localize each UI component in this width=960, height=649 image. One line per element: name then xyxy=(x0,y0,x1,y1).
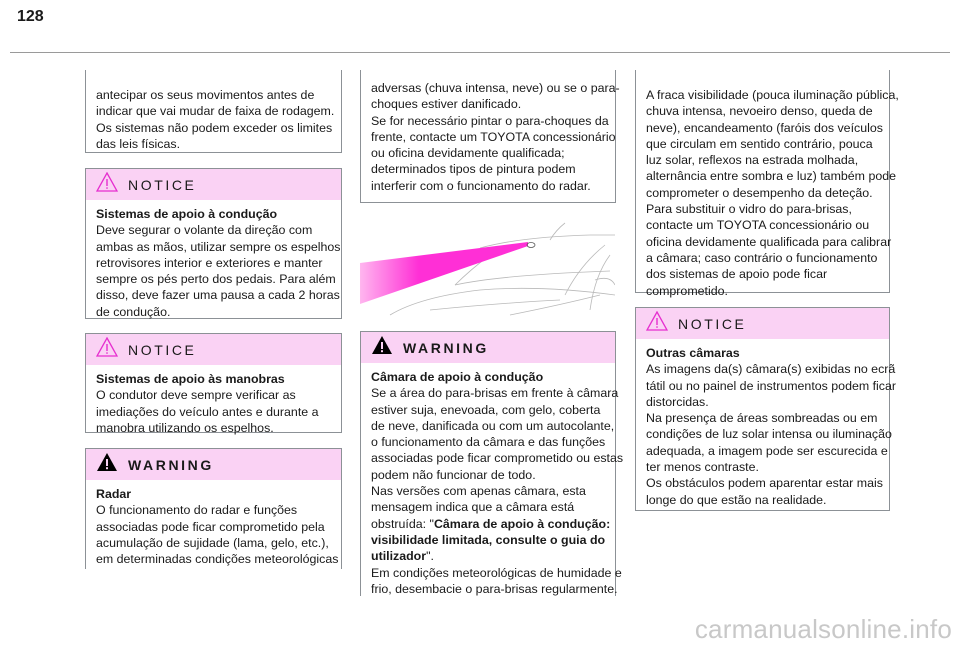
text-line xyxy=(646,475,889,491)
text-line xyxy=(96,420,341,436)
text-line xyxy=(646,103,889,119)
text-line xyxy=(646,459,889,475)
text-line xyxy=(371,499,615,515)
text-line xyxy=(646,234,892,250)
text-line xyxy=(371,178,615,194)
notice-triangle-icon xyxy=(646,311,668,336)
text-line xyxy=(646,217,889,233)
text-segment: ". xyxy=(426,549,434,564)
camera-icon xyxy=(527,243,535,248)
box-text xyxy=(636,70,899,299)
text-line xyxy=(371,450,624,466)
notice-triangle-icon xyxy=(96,337,118,362)
text-segment: oficina devidamente qualificada para calibrar xyxy=(646,234,892,249)
text-line xyxy=(96,486,341,502)
text-segment: neve), encandeamento (faróis dos veículos xyxy=(646,120,883,135)
bold-text: Câmara de apoio à condução xyxy=(371,370,544,384)
text-segment: acumulação de sujidade (lama, gelo, etc.), xyxy=(96,535,329,550)
text-line xyxy=(96,551,341,567)
text-line xyxy=(96,255,341,271)
text-line xyxy=(371,369,615,385)
text-line xyxy=(371,532,615,548)
text-line xyxy=(371,145,615,161)
text-line xyxy=(646,410,889,426)
text-line xyxy=(646,185,889,201)
text-segment: adversas (chuva intensa, neve) ou se o para- xyxy=(371,81,620,95)
text-segment: das leis físicas. xyxy=(96,136,181,151)
notice-box-parking-assist xyxy=(85,333,342,433)
text-line xyxy=(371,161,615,177)
windscreen-camera-illustration xyxy=(360,215,615,320)
notice-label: NOTICE xyxy=(128,176,197,193)
text-line xyxy=(96,136,341,152)
text-segment: As imagens da(s) câmara(s) exibidas no ecrã xyxy=(646,362,896,377)
watermark: carmanualsonline.info xyxy=(694,614,952,644)
text-segment: sempre os pés perto dos pedais. Para além xyxy=(96,272,336,287)
text-line xyxy=(646,168,897,184)
text-segment: O condutor deve sempre verificar as xyxy=(96,388,296,403)
text-line xyxy=(96,206,341,222)
warning-box-radar xyxy=(85,448,342,569)
text-segment: obstruída: " xyxy=(371,516,434,531)
text-line xyxy=(646,394,889,410)
text-segment: distorcidas. xyxy=(646,394,709,409)
text-segment: Os sistemas não podem exceder os limites xyxy=(96,120,333,135)
text-line xyxy=(371,581,618,597)
text-segment: longe do que estão na realidade. xyxy=(646,492,827,507)
text-segment: podem não funcionar de todo. xyxy=(371,467,536,482)
text-segment: adequada, a imagem pode ser escurecida e xyxy=(646,443,888,458)
text-line xyxy=(371,548,615,564)
text-segment: que circulam em sentido contrário, pouca xyxy=(646,136,873,151)
text-segment: associadas pode ficar comprometido pela xyxy=(96,519,325,534)
text-line xyxy=(96,103,341,119)
text-segment: imediações do veículo antes e durante a xyxy=(96,404,319,419)
text-segment: estiver suja, enevoada, com gelo, coberta xyxy=(371,402,601,417)
box-text xyxy=(86,365,341,436)
text-box-visibility xyxy=(635,70,899,298)
text-line xyxy=(646,136,889,152)
text-line xyxy=(646,250,889,266)
text-line xyxy=(96,120,341,136)
text-segment: de neve, danificada ou com um autocolante, xyxy=(371,418,615,433)
text-line xyxy=(646,266,889,282)
notice-box-driving-assist xyxy=(85,168,342,319)
notice-header xyxy=(86,334,341,365)
text-segment: o funcionamento da câmara e das funções xyxy=(371,435,606,450)
warning-triangle-icon xyxy=(371,335,393,360)
bold-text: visibilidade limitada, consulte o guia do xyxy=(371,532,606,547)
text-segment: em determinadas condições meteorológicas xyxy=(96,552,339,567)
warning-label: WARNING xyxy=(128,456,214,473)
text-line xyxy=(96,387,341,403)
text-line xyxy=(96,271,341,287)
text-line xyxy=(646,120,889,136)
text-line xyxy=(646,426,892,442)
text-segment: ambas as mãos, utilizar sempre os espelhos xyxy=(96,239,341,254)
text-segment: ou oficina devidamente qualificada; xyxy=(371,146,565,161)
text-line xyxy=(96,404,341,420)
text-box-continued xyxy=(360,70,620,203)
text-segment: retrovisores interior e exteriores e manter xyxy=(96,255,323,270)
bold-text: Sistemas de apoio à condução xyxy=(96,207,278,221)
text-segment: associadas pode ficar comprometido ou estas xyxy=(371,451,624,466)
text-line xyxy=(371,385,619,401)
bold-text: Sistemas de apoio às manobras xyxy=(96,372,285,386)
text-line xyxy=(646,152,889,168)
warning-triangle-icon xyxy=(96,452,118,477)
text-line xyxy=(96,239,341,255)
text-segment: comprometer o desempenho da deteção. xyxy=(646,185,873,200)
text-line xyxy=(371,402,615,418)
text-segment: ter menos contraste. xyxy=(646,460,759,475)
text-segment: O funcionamento do radar e funções xyxy=(96,503,298,518)
text-segment: frio, desembacie o para-brisas regularmente. xyxy=(371,581,618,596)
text-line xyxy=(96,502,341,518)
text-line xyxy=(96,87,341,103)
text-segment: mensagem indica que a câmara está xyxy=(371,500,575,515)
text-segment: condições de luz solar intensa ou iluminação xyxy=(646,427,892,442)
box-text xyxy=(361,363,624,597)
notice-label: NOTICE xyxy=(128,341,197,358)
text-segment: dos sistemas de apoio pode ficar xyxy=(646,267,828,282)
box-text xyxy=(636,339,897,508)
text-line xyxy=(96,287,341,303)
text-segment: chuva intensa, nevoeiro denso, queda de xyxy=(646,104,873,119)
warning-header xyxy=(86,449,341,480)
notice-triangle-icon xyxy=(96,172,118,197)
text-segment: contacte um TOYOTA concessionário ou xyxy=(646,218,870,233)
text-segment: Se for necessário pintar o para-choques da xyxy=(371,113,609,128)
text-segment: determinados tipos de pintura podem xyxy=(371,162,576,177)
notice-label: NOTICE xyxy=(678,315,747,332)
text-box-continued xyxy=(85,70,342,153)
bold-text: Radar xyxy=(96,487,132,501)
text-line xyxy=(371,434,615,450)
text-line xyxy=(646,345,889,361)
text-segment: Em condições meteorológicas de humidade e xyxy=(371,565,622,580)
text-line xyxy=(371,483,615,499)
text-segment: de condução. xyxy=(96,304,171,319)
text-segment: comprometido. xyxy=(646,283,728,298)
warning-header xyxy=(361,332,615,363)
text-segment: tátil ou no painel de instrumentos podem ficar xyxy=(646,378,897,393)
text-line xyxy=(646,87,899,103)
text-line xyxy=(96,535,341,551)
notice-box-other-cameras xyxy=(635,307,897,511)
text-segment: Na presença de áreas sombreadas ou em xyxy=(646,411,878,426)
box-text xyxy=(86,200,341,320)
text-line xyxy=(371,129,615,145)
text-line xyxy=(371,80,620,96)
text-segment: interferir com o funcionamento do radar. xyxy=(371,178,591,193)
text-segment: Deve segurar o volante da direção com xyxy=(96,223,313,238)
text-line xyxy=(371,516,615,532)
text-line xyxy=(371,467,615,483)
text-segment: manobra utilizando os espelhos. xyxy=(96,420,274,435)
text-segment: A fraca visibilidade (pouca iluminação pública, xyxy=(646,88,899,102)
warning-box-camera xyxy=(360,331,624,596)
box-text xyxy=(361,70,620,194)
text-line xyxy=(96,222,341,238)
text-line xyxy=(96,304,341,320)
text-segment: Os obstáculos podem aparentar estar mais xyxy=(646,476,883,491)
notice-header xyxy=(86,169,341,200)
text-line xyxy=(371,113,615,129)
warning-label: WARNING xyxy=(403,339,489,356)
box-text xyxy=(86,70,341,152)
header-divider xyxy=(10,52,950,53)
bold-text: Câmara de apoio à condução: xyxy=(433,516,611,531)
box-text xyxy=(86,480,341,567)
text-segment: a câmara; caso contrário o funcionamento xyxy=(646,250,878,265)
text-segment: indicar que vai mudar de faixa de rodagem. xyxy=(96,104,335,119)
text-line xyxy=(646,361,896,377)
text-segment: antecipar os seus movimentos antes de xyxy=(96,88,315,102)
text-segment: alternância entre sombra e luz) também pode xyxy=(646,169,897,184)
text-line xyxy=(96,519,341,535)
notice-header xyxy=(636,308,889,339)
text-line xyxy=(96,371,341,387)
bold-text: Outras câmaras xyxy=(646,346,740,360)
camera-beam xyxy=(360,242,528,304)
text-segment: frente, contacte um TOYOTA concessionário xyxy=(371,129,616,144)
text-line xyxy=(371,418,615,434)
text-line xyxy=(646,443,889,459)
text-line xyxy=(646,378,897,394)
text-line xyxy=(371,96,615,112)
text-segment: choques estiver danificado. xyxy=(371,97,522,112)
page-number: 128 xyxy=(17,8,44,25)
text-line xyxy=(646,283,889,299)
text-segment: disso, deve fazer uma pausa a cada 2 horas xyxy=(96,288,340,303)
text-line xyxy=(646,201,889,217)
text-segment: Para substituir o vidro do para-brisas, xyxy=(646,202,852,217)
text-segment: luz solar, reflexos na estrada molhada, xyxy=(646,153,859,168)
text-segment: Nas versões com apenas câmara, esta xyxy=(371,484,586,499)
text-segment: Se a área do para-brisas em frente à câmara xyxy=(371,386,619,401)
bold-text: utilizador xyxy=(371,549,427,564)
text-line xyxy=(371,565,622,581)
text-line xyxy=(646,492,889,508)
